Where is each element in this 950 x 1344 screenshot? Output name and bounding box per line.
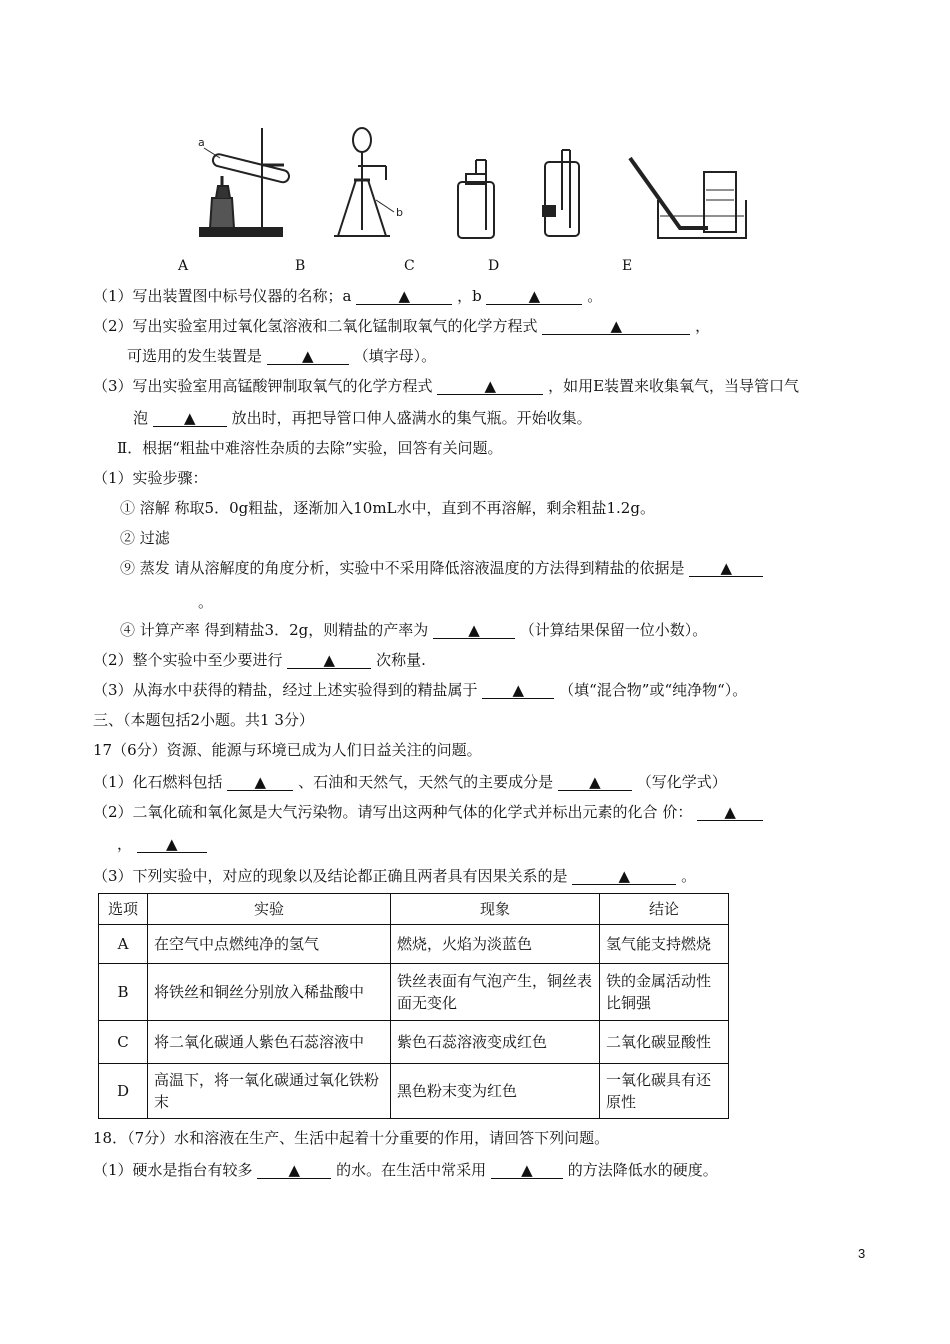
- step-4: ④ 计算产率 得到精盐3．2g，则精盐的产率为 ▲ （计算结果保留一位小数）。: [120, 621, 708, 639]
- answer-blank[interactable]: ▲: [491, 1162, 563, 1179]
- answer-blank[interactable]: ▲: [542, 318, 690, 335]
- step-1: ① 溶解 称取5．0g粗盐，逐渐加入10mL水中，直到不再溶解，剩余粗盐1.2g。: [120, 499, 655, 517]
- part2-title: Ⅱ．根据“粗盐中难溶性杂质的去除”实验，回答有关问题。: [117, 439, 503, 457]
- step-3: ⑨ 蒸发 请从溶解度的角度分析，实验中不采用降低溶液温度的方法得到精盐的依据是 ▲: [120, 558, 763, 578]
- answer-blank[interactable]: ▲: [486, 288, 582, 305]
- answer-blank[interactable]: ▲: [572, 868, 676, 885]
- answer-blank[interactable]: ▲: [433, 622, 515, 639]
- table-header: 实验: [148, 894, 391, 925]
- table-header-row: [99, 894, 729, 925]
- apparatus-letter: A: [178, 258, 189, 274]
- q17-2-cont: ， ▲: [117, 834, 207, 854]
- table-header: 现象: [391, 894, 600, 925]
- answer-blank[interactable]: ▲: [153, 410, 227, 427]
- apparatus-d-drawing: [543, 150, 579, 236]
- step-2: ② 过滤: [120, 529, 170, 547]
- q1-line-5: 泡 ▲ 放出时，再把导管口伸人盛满水的集气瓶。开始收集。: [133, 409, 592, 427]
- answer-blank[interactable]: ▲: [697, 804, 763, 821]
- q17-2: （2）二氧化硫和氧化氮是大气污染物。请写出这两种气体的化学式并标出元素的化合 价： ▲: [93, 802, 763, 822]
- experiment-table: [98, 893, 729, 1119]
- table-cell: 铁的金属活动性比铜强: [600, 964, 729, 1021]
- apparatus-c-drawing: [458, 160, 494, 238]
- table-cell: 将铁丝和铜丝分别放入稀盐酸中: [148, 964, 391, 1021]
- q1-line-3: 可选用的发生装置是 ▲ （填字母）。: [127, 347, 437, 365]
- answer-blank[interactable]: ▲: [558, 774, 632, 791]
- q17-3: （3）下列实验中，对应的现象以及结论都正确且两者具有因果关系的是 ▲ 。: [93, 867, 697, 885]
- apparatus-letter: E: [622, 258, 633, 274]
- table-cell: 高温下，将一氧化碳通过氧化铁粉末: [148, 1064, 391, 1119]
- table-row: [99, 964, 729, 1021]
- table-header: 选项: [99, 894, 148, 925]
- table-cell: 铁丝表面有气泡产生，铜丝表面无变化: [391, 964, 600, 1021]
- table-header: 结论: [600, 894, 729, 925]
- steps-title: （1）实验步骤：: [93, 469, 208, 487]
- table-row: [99, 1021, 729, 1064]
- q18-1: （1）硬水是指台有较多 ▲ 的水。在生活中常采用 ▲ 的方法降低水的硬度。: [93, 1161, 718, 1179]
- answer-blank[interactable]: ▲: [356, 288, 452, 305]
- table-cell: B: [99, 964, 148, 1021]
- table-cell: 一氧化碳具有还原性: [600, 1064, 729, 1119]
- answer-blank[interactable]: ▲: [689, 560, 763, 577]
- q18-title: 18．（7分）水和溶液在生产、生活中起着十分重要的作用，请回答下列问题。: [93, 1129, 610, 1147]
- apparatus-e-drawing: [630, 158, 746, 238]
- answer-blank[interactable]: ▲: [257, 1162, 331, 1179]
- table-cell: 燃烧，火焰为淡蓝色: [391, 925, 600, 964]
- part2-q2: （2）整个实验中至少要进行 ▲ 次称量.: [93, 651, 426, 669]
- table-cell: A: [99, 925, 148, 964]
- apparatus-b-drawing: [334, 128, 394, 236]
- table-cell: 氢气能支持燃烧: [600, 925, 729, 964]
- part2-q3: （3）从海水中获得的精盐，经过上述实验得到的精盐属于 ▲ （填“混合物”或“纯净物“）。: [93, 681, 748, 699]
- table-cell: 二氧化碳显酸性: [600, 1021, 729, 1064]
- apparatus-letter: B: [295, 258, 306, 274]
- q1-line-4: （3）写出实验室用高锰酸钾制取氧气的化学方程式 ▲ ，如用E装置来收集氧气，当导管口气: [93, 377, 800, 395]
- answer-blank[interactable]: ▲: [227, 774, 293, 791]
- table-cell: 紫色石蕊溶液变成红色: [391, 1021, 600, 1064]
- apparatus-a-drawing: [200, 128, 290, 236]
- label-b: b: [396, 206, 403, 219]
- page-number: 3: [858, 1246, 866, 1261]
- section3-heading: 三、（本题包括2小题。共1 3分）: [93, 711, 314, 729]
- apparatus-letter: C: [404, 258, 415, 274]
- table-cell: C: [99, 1021, 148, 1064]
- table-row: [99, 925, 729, 964]
- answer-blank[interactable]: ▲: [482, 682, 554, 699]
- label-a: a: [198, 136, 205, 149]
- table-cell: 将二氧化碳通人紫色石蕊溶液中: [148, 1021, 391, 1064]
- apparatus-figure: [190, 120, 750, 250]
- answer-blank[interactable]: ▲: [137, 836, 207, 853]
- q1-line-2: （2）写出实验室用过氧化氢溶液和二氧化锰制取氧气的化学方程式 ▲ ，: [93, 317, 711, 335]
- apparatus-letters: [0, 258, 950, 278]
- q17-1: （1）化石燃料包括 ▲ 、石油和天然气，天然气的主要成分是 ▲ （写化学式）: [93, 773, 727, 791]
- q17-title: 17（6分）资源、能源与环境已成为人们日益关注的问题。: [93, 741, 482, 759]
- step-3-cont: 。: [198, 593, 214, 611]
- apparatus-letter: D: [488, 258, 500, 274]
- table-row: [99, 1064, 729, 1119]
- table-cell: D: [99, 1064, 148, 1119]
- table-cell: 在空气中点燃纯净的氢气: [148, 925, 391, 964]
- q1-line-1: （1）写出装置图中标号仪器的名称；a ▲ ，b ▲ 。: [93, 287, 603, 305]
- answer-blank[interactable]: ▲: [287, 652, 371, 669]
- table-cell: 黑色粉末变为红色: [391, 1064, 600, 1119]
- answer-blank[interactable]: ▲: [267, 348, 349, 365]
- answer-blank[interactable]: ▲: [437, 378, 543, 395]
